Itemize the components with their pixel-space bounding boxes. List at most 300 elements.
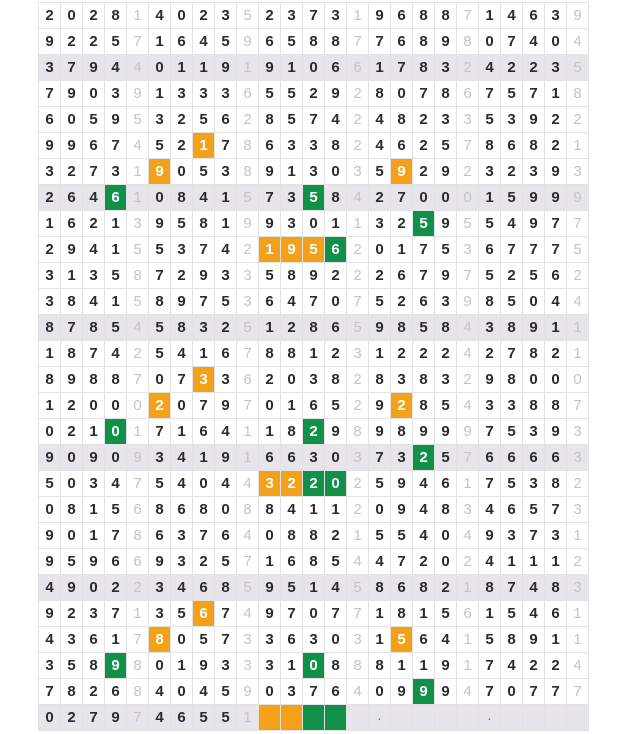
- grid-cell: 7: [347, 29, 369, 55]
- grid-cell: 9: [259, 55, 281, 81]
- grid-cell: 8: [325, 653, 347, 679]
- grid-cell: 0: [39, 705, 61, 731]
- grid-cell: 3: [479, 315, 501, 341]
- grid-cell: 4: [39, 627, 61, 653]
- grid-cell: 7: [303, 3, 325, 29]
- grid-cell: 4: [171, 575, 193, 601]
- grid-cell: 5: [413, 315, 435, 341]
- grid-cell: 8: [391, 601, 413, 627]
- grid-cell: 9: [303, 263, 325, 289]
- grid-cell: 4: [105, 471, 127, 497]
- grid-cell: 1: [127, 185, 149, 211]
- grid-cell: 5: [237, 315, 259, 341]
- green-highlight-cell: 6: [325, 237, 347, 263]
- grid-cell: 5: [193, 159, 215, 185]
- grid-cell: 3: [237, 289, 259, 315]
- grid-cell: 5: [457, 211, 479, 237]
- grid-cell: 5: [567, 237, 589, 263]
- grid-cell: 7: [479, 653, 501, 679]
- grid-cell: 3: [149, 107, 171, 133]
- orange-highlight-cell: 3: [259, 471, 281, 497]
- grid-cell: 6: [545, 601, 567, 627]
- grid-cell: 1: [171, 653, 193, 679]
- grid-cell: 5: [501, 185, 523, 211]
- grid-cell: 0: [435, 185, 457, 211]
- grid-cell: 0: [545, 29, 567, 55]
- grid-cell: 4: [215, 471, 237, 497]
- grid-cell: 4: [347, 185, 369, 211]
- grid-cell: 1: [39, 393, 61, 419]
- grid-row: [39, 705, 589, 731]
- grid-cell: 1: [347, 523, 369, 549]
- grid-cell: 3: [215, 263, 237, 289]
- grid-cell: 8: [325, 367, 347, 393]
- grid-cell: 0: [171, 627, 193, 653]
- grid-cell: 9: [369, 315, 391, 341]
- grid-cell: 3: [545, 55, 567, 81]
- grid-cell: [545, 705, 567, 731]
- number-grid: [38, 2, 589, 731]
- grid-cell: 3: [171, 81, 193, 107]
- grid-cell: 7: [391, 185, 413, 211]
- grid-cell: 5: [215, 679, 237, 705]
- grid-row: [39, 3, 589, 29]
- grid-cell: 6: [83, 133, 105, 159]
- grid-cell: 9: [435, 263, 457, 289]
- grid-cell: 7: [215, 601, 237, 627]
- grid-cell: 9: [215, 393, 237, 419]
- orange-highlight-cell: 3: [193, 367, 215, 393]
- grid-cell: 1: [83, 523, 105, 549]
- grid-cell: [523, 705, 545, 731]
- grid-cell: 4: [501, 3, 523, 29]
- grid-cell: 6: [127, 497, 149, 523]
- grid-cell: 6: [237, 367, 259, 393]
- grid-cell: 4: [193, 679, 215, 705]
- grid-cell: 9: [391, 497, 413, 523]
- orange-highlight-cell: 2: [149, 393, 171, 419]
- grid-cell: 3: [501, 107, 523, 133]
- grid-cell: 2: [39, 185, 61, 211]
- grid-row: [39, 497, 589, 523]
- grid-cell: 2: [39, 237, 61, 263]
- grid-cell: 8: [303, 315, 325, 341]
- grid-cell: 0: [171, 679, 193, 705]
- grid-cell: 1: [237, 55, 259, 81]
- grid-row: [39, 471, 589, 497]
- grid-cell: 9: [105, 705, 127, 731]
- grid-cell: 3: [523, 419, 545, 445]
- grid-cell: 1: [193, 445, 215, 471]
- grid-cell: 2: [457, 367, 479, 393]
- grid-cell: 9: [39, 523, 61, 549]
- grid-cell: 3: [149, 575, 171, 601]
- grid-cell: 6: [61, 211, 83, 237]
- grid-cell: 4: [325, 107, 347, 133]
- grid-cell: 3: [61, 627, 83, 653]
- grid-cell: 6: [61, 185, 83, 211]
- grid-cell: 8: [523, 393, 545, 419]
- grid-cell: 3: [501, 523, 523, 549]
- grid-cell: 9: [523, 107, 545, 133]
- grid-cell: [501, 705, 523, 731]
- grid-cell: 1: [567, 627, 589, 653]
- grid-cell: 0: [149, 653, 171, 679]
- grid-cell: 6: [325, 679, 347, 705]
- grid-cell: 4: [479, 549, 501, 575]
- grid-cell: 6: [127, 549, 149, 575]
- grid-cell: 4: [501, 653, 523, 679]
- grid-cell: 7: [391, 55, 413, 81]
- grid-cell: 2: [83, 3, 105, 29]
- grid-cell: 1: [457, 471, 479, 497]
- grid-cell: 5: [281, 81, 303, 107]
- grid-cell: 9: [259, 575, 281, 601]
- grid-cell: 1: [259, 419, 281, 445]
- grid-cell: 3: [567, 419, 589, 445]
- grid-cell: 9: [237, 679, 259, 705]
- grid-cell: 1: [259, 315, 281, 341]
- grid-cell: 6: [281, 549, 303, 575]
- grid-cell: 8: [523, 341, 545, 367]
- grid-cell: 7: [567, 393, 589, 419]
- grid-cell: 0: [259, 523, 281, 549]
- grid-cell: 1: [347, 3, 369, 29]
- grid-cell: 3: [281, 211, 303, 237]
- grid-cell: 1: [237, 445, 259, 471]
- grid-cell: 6: [391, 263, 413, 289]
- grid-cell: 4: [149, 679, 171, 705]
- grid-row: [39, 419, 589, 445]
- grid-cell: 5: [281, 107, 303, 133]
- green-highlight-cell: 0: [325, 471, 347, 497]
- grid-cell: 7: [39, 81, 61, 107]
- grid-cell: 4: [83, 185, 105, 211]
- green-highlight-cell: [303, 705, 325, 731]
- grid-cell: 3: [149, 445, 171, 471]
- grid-cell: 9: [237, 29, 259, 55]
- grid-cell: 1: [567, 315, 589, 341]
- grid-cell: 3: [83, 601, 105, 627]
- grid-cell: 8: [391, 315, 413, 341]
- grid-cell: 9: [237, 211, 259, 237]
- grid-cell: 5: [369, 471, 391, 497]
- grid-cell: 4: [523, 601, 545, 627]
- grid-cell: 7: [545, 679, 567, 705]
- grid-cell: 8: [127, 653, 149, 679]
- grid-cell: 4: [215, 419, 237, 445]
- grid-cell: 8: [237, 497, 259, 523]
- grid-cell: 5: [149, 341, 171, 367]
- grid-cell: 2: [325, 263, 347, 289]
- grid-cell: 1: [479, 3, 501, 29]
- grid-cell: 9: [61, 367, 83, 393]
- grid-cell: 8: [149, 497, 171, 523]
- grid-cell: 6: [391, 3, 413, 29]
- grid-cell: 7: [127, 471, 149, 497]
- grid-cell: 5: [501, 471, 523, 497]
- grid-cell: 0: [61, 107, 83, 133]
- grid-row: [39, 679, 589, 705]
- grid-cell: 8: [105, 367, 127, 393]
- grid-cell: 3: [435, 107, 457, 133]
- grid-cell: 8: [479, 133, 501, 159]
- grid-cell: 3: [457, 497, 479, 523]
- grid-cell: 0: [325, 445, 347, 471]
- grid-cell: 6: [259, 289, 281, 315]
- grid-cell: 3: [545, 3, 567, 29]
- grid-cell: 6: [83, 627, 105, 653]
- grid-cell: 2: [501, 55, 523, 81]
- grid-cell: 9: [479, 523, 501, 549]
- grid-cell: 2: [171, 107, 193, 133]
- grid-cell: 6: [391, 29, 413, 55]
- grid-cell: 8: [105, 3, 127, 29]
- grid-cell: 7: [523, 679, 545, 705]
- grid-cell: 8: [259, 497, 281, 523]
- grid-cell: 3: [347, 159, 369, 185]
- grid-cell: 9: [523, 211, 545, 237]
- grid-cell: 6: [391, 575, 413, 601]
- grid-cell: 4: [171, 445, 193, 471]
- grid-cell: 4: [501, 211, 523, 237]
- grid-cell: 3: [215, 653, 237, 679]
- grid-cell: 1: [325, 497, 347, 523]
- grid-cell: 2: [61, 419, 83, 445]
- grid-cell: 6: [347, 55, 369, 81]
- grid-cell: 8: [501, 627, 523, 653]
- grid-row: [39, 341, 589, 367]
- grid-cell: 7: [567, 679, 589, 705]
- grid-cell: 7: [325, 601, 347, 627]
- grid-cell: 7: [479, 81, 501, 107]
- grid-cell: 7: [193, 289, 215, 315]
- grid-cell: 7: [237, 393, 259, 419]
- grid-cell: 5: [149, 315, 171, 341]
- grid-cell: 8: [237, 159, 259, 185]
- grid-cell: 6: [193, 419, 215, 445]
- grid-cell: 7: [501, 575, 523, 601]
- grid-cell: 9: [435, 679, 457, 705]
- green-highlight-cell: 6: [105, 185, 127, 211]
- grid-row: [39, 263, 589, 289]
- grid-cell: 0: [105, 393, 127, 419]
- grid-cell: 1: [369, 341, 391, 367]
- grid-cell: 7: [83, 705, 105, 731]
- grid-cell: 5: [237, 3, 259, 29]
- grid-cell: 7: [501, 237, 523, 263]
- grid-cell: [413, 705, 435, 731]
- grid-cell: 3: [215, 81, 237, 107]
- grid-cell: [435, 705, 457, 731]
- grid-cell: 5: [215, 289, 237, 315]
- grid-cell: 2: [61, 29, 83, 55]
- green-highlight-cell: 2: [303, 471, 325, 497]
- grid-cell: 0: [83, 81, 105, 107]
- grid-cell: 2: [501, 159, 523, 185]
- grid-cell: 4: [281, 289, 303, 315]
- grid-cell: 9: [523, 315, 545, 341]
- grid-cell: 0: [545, 367, 567, 393]
- grid-cell: 7: [347, 289, 369, 315]
- grid-cell: 2: [325, 523, 347, 549]
- grid-cell: 5: [193, 107, 215, 133]
- grid-cell: 6: [391, 133, 413, 159]
- grid-cell: 9: [369, 393, 391, 419]
- grid-cell: 0: [391, 81, 413, 107]
- grid-cell: 3: [347, 445, 369, 471]
- grid-cell: 4: [149, 3, 171, 29]
- grid-cell: .: [369, 705, 391, 731]
- grid-cell: 0: [369, 237, 391, 263]
- grid-cell: 5: [281, 575, 303, 601]
- grid-cell: 8: [435, 81, 457, 107]
- grid-cell: 0: [61, 3, 83, 29]
- grid-cell: 7: [105, 601, 127, 627]
- grid-cell: 7: [149, 263, 171, 289]
- grid-cell: 9: [523, 185, 545, 211]
- grid-cell: 2: [347, 497, 369, 523]
- grid-cell: 7: [237, 341, 259, 367]
- grid-cell: 0: [523, 289, 545, 315]
- grid-cell: 5: [105, 315, 127, 341]
- grid-cell: 1: [281, 159, 303, 185]
- grid-cell: 1: [523, 549, 545, 575]
- grid-cell: 0: [325, 159, 347, 185]
- grid-cell: 7: [127, 367, 149, 393]
- grid-cell: 4: [127, 55, 149, 81]
- grid-cell: 5: [369, 159, 391, 185]
- grid-cell: 2: [567, 107, 589, 133]
- orange-highlight-cell: 6: [193, 601, 215, 627]
- grid-cell: 8: [61, 497, 83, 523]
- grid-cell: 3: [347, 627, 369, 653]
- grid-cell: 1: [193, 341, 215, 367]
- grid-cell: 3: [193, 81, 215, 107]
- grid-cell: 1: [567, 341, 589, 367]
- grid-cell: 0: [127, 393, 149, 419]
- grid-row: [39, 159, 589, 185]
- grid-cell: 6: [149, 523, 171, 549]
- grid-cell: 3: [237, 627, 259, 653]
- grid-cell: 2: [391, 289, 413, 315]
- grid-cell: 5: [435, 445, 457, 471]
- grid-cell: 5: [127, 289, 149, 315]
- grid-cell: 9: [457, 419, 479, 445]
- grid-cell: [347, 705, 369, 731]
- grid-cell: 8: [193, 497, 215, 523]
- grid-cell: 5: [435, 393, 457, 419]
- grid-cell: 9: [413, 419, 435, 445]
- grid-cell: 9: [127, 81, 149, 107]
- grid-cell: 3: [149, 601, 171, 627]
- grid-cell: 2: [545, 107, 567, 133]
- grid-cell: 8: [501, 367, 523, 393]
- grid-row: [39, 627, 589, 653]
- grid-cell: 5: [149, 471, 171, 497]
- grid-cell: 1: [457, 653, 479, 679]
- grid-cell: 5: [61, 549, 83, 575]
- grid-cell: 0: [303, 55, 325, 81]
- grid-cell: 1: [127, 159, 149, 185]
- grid-row: [39, 367, 589, 393]
- grid-cell: 4: [523, 29, 545, 55]
- grid-cell: 2: [545, 341, 567, 367]
- grid-cell: 0: [83, 575, 105, 601]
- grid-cell: 7: [303, 107, 325, 133]
- grid-cell: 0: [325, 627, 347, 653]
- grid-cell: 1: [391, 653, 413, 679]
- grid-cell: 2: [259, 3, 281, 29]
- grid-cell: 8: [149, 289, 171, 315]
- grid-cell: 1: [391, 237, 413, 263]
- grid-cell: 5: [215, 29, 237, 55]
- grid-cell: 1: [105, 289, 127, 315]
- grid-cell: 6: [237, 81, 259, 107]
- grid-cell: 0: [61, 523, 83, 549]
- grid-cell: 2: [457, 159, 479, 185]
- grid-row: [39, 55, 589, 81]
- grid-cell: 0: [171, 159, 193, 185]
- grid-cell: 2: [567, 263, 589, 289]
- grid-cell: 9: [171, 289, 193, 315]
- grid-cell: [391, 705, 413, 731]
- grid-cell: 8: [127, 679, 149, 705]
- green-highlight-cell: 0: [105, 419, 127, 445]
- grid-cell: 8: [567, 81, 589, 107]
- grid-cell: 5: [501, 419, 523, 445]
- grid-cell: 7: [545, 211, 567, 237]
- grid-cell: 1: [127, 3, 149, 29]
- grid-cell: 8: [501, 315, 523, 341]
- grid-cell: 0: [457, 185, 479, 211]
- grid-cell: 4: [369, 549, 391, 575]
- grid-cell: 2: [435, 575, 457, 601]
- grid-cell: 0: [215, 497, 237, 523]
- grid-cell: 9: [435, 211, 457, 237]
- grid-row: [39, 523, 589, 549]
- grid-cell: 8: [281, 263, 303, 289]
- grid-cell: 0: [259, 679, 281, 705]
- grid-cell: 9: [435, 419, 457, 445]
- grid-cell: 0: [193, 471, 215, 497]
- grid-cell: 6: [501, 133, 523, 159]
- grid-cell: 1: [105, 211, 127, 237]
- grid-row: [39, 575, 589, 601]
- grid-cell: 5: [259, 81, 281, 107]
- grid-cell: 4: [281, 497, 303, 523]
- grid-cell: 7: [413, 237, 435, 263]
- grid-cell: 2: [237, 237, 259, 263]
- grid-cell: 9: [39, 29, 61, 55]
- grid-cell: 3: [39, 159, 61, 185]
- grid-cell: 2: [39, 3, 61, 29]
- grid-cell: 6: [281, 627, 303, 653]
- grid-cell: 6: [413, 627, 435, 653]
- grid-row: [39, 653, 589, 679]
- grid-cell: 3: [237, 263, 259, 289]
- grid-cell: 3: [281, 133, 303, 159]
- grid-cell: 9: [127, 445, 149, 471]
- grid-cell: 1: [83, 497, 105, 523]
- grid-cell: 8: [413, 3, 435, 29]
- grid-cell: 5: [523, 263, 545, 289]
- grid-cell: 0: [435, 523, 457, 549]
- green-highlight-cell: 0: [303, 653, 325, 679]
- grid-cell: 3: [171, 523, 193, 549]
- grid-cell: 2: [523, 55, 545, 81]
- orange-highlight-cell: 2: [281, 471, 303, 497]
